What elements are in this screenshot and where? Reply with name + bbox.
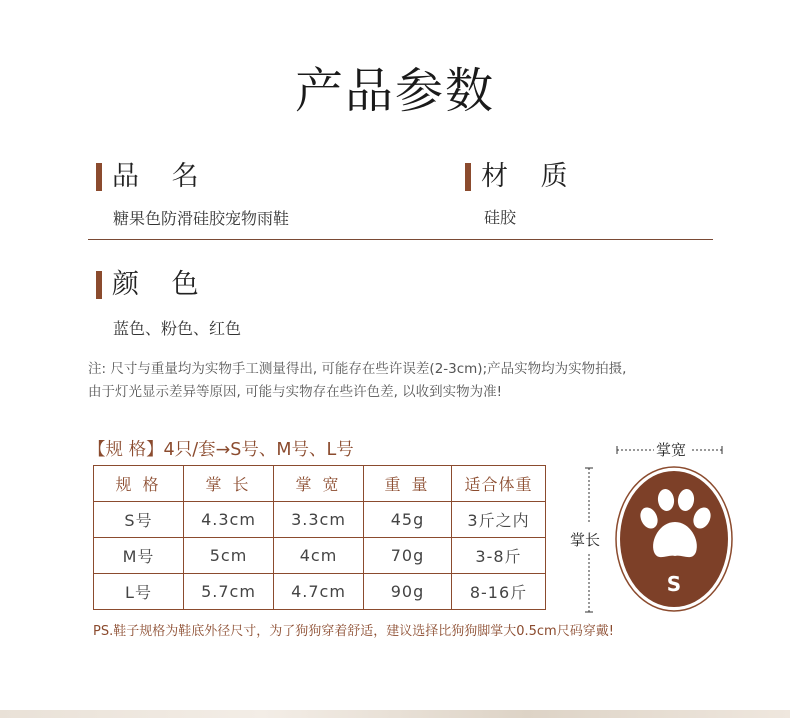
header-cell: 掌 宽	[274, 466, 364, 502]
color-value: 蓝色、粉色、红色	[113, 319, 242, 338]
table-cell: 4cm	[274, 538, 364, 574]
spec-table	[93, 465, 546, 610]
table-cell: 5cm	[184, 538, 274, 574]
table-cell: M号	[94, 538, 184, 574]
table-cell: 8-16斤	[452, 574, 546, 610]
header-cell: 规 格	[94, 466, 184, 502]
size-badge-text: S	[666, 572, 682, 596]
table-cell: 4.7cm	[274, 574, 364, 610]
product-name-value: 糖果色防滑硅胶宠物雨鞋	[113, 209, 290, 228]
material-value: 硅胶	[484, 208, 517, 227]
bottom-strip	[0, 710, 790, 718]
table-cell: 4.3cm	[184, 502, 274, 538]
table-cell: S号	[94, 502, 184, 538]
color-label: 颜 色	[96, 269, 211, 301]
table-cell: 3斤之内	[452, 502, 546, 538]
table-row	[94, 574, 546, 610]
table-header-row	[94, 466, 546, 502]
table-cell: 90g	[364, 574, 452, 610]
measurement-note	[88, 358, 748, 404]
ps-note: PS.鞋子规格为鞋底外径尺寸，为了狗狗穿着舒适，建议选择比狗狗脚掌大0.5cm尺码穿戴!	[93, 624, 614, 639]
note-line-1: 注: 尺寸与重量均为实物手工测量得出, 可能存在些许误差(2-3cm);产品实物均为实物拍摄,	[88, 361, 627, 377]
note-line-2: 由于灯光显示差异等原因, 可能与实物存在些许色差, 以收到实物为准!	[88, 384, 503, 400]
product-name-label: 品 名	[96, 161, 211, 193]
palm-length-label: 掌长	[570, 531, 601, 549]
table-cell: 3-8斤	[452, 538, 546, 574]
table-row	[94, 502, 546, 538]
table-cell: 45g	[364, 502, 452, 538]
material-label: 材 质	[465, 161, 580, 193]
palm-width-label: 掌宽	[656, 441, 687, 459]
spec-heading: 【规 格】4只/套→S号、M号、L号	[88, 440, 354, 460]
paw-size-diagram	[562, 436, 752, 616]
page-title: 产品参数	[294, 63, 495, 119]
table-cell: 5.7cm	[184, 574, 274, 610]
header-cell: 适合体重	[452, 466, 546, 502]
header-cell: 重 量	[364, 466, 452, 502]
header-cell: 掌 长	[184, 466, 274, 502]
table-cell: L号	[94, 574, 184, 610]
table-cell: 70g	[364, 538, 452, 574]
table-row	[94, 538, 546, 574]
section-divider	[88, 239, 713, 240]
table-cell: 3.3cm	[274, 502, 364, 538]
